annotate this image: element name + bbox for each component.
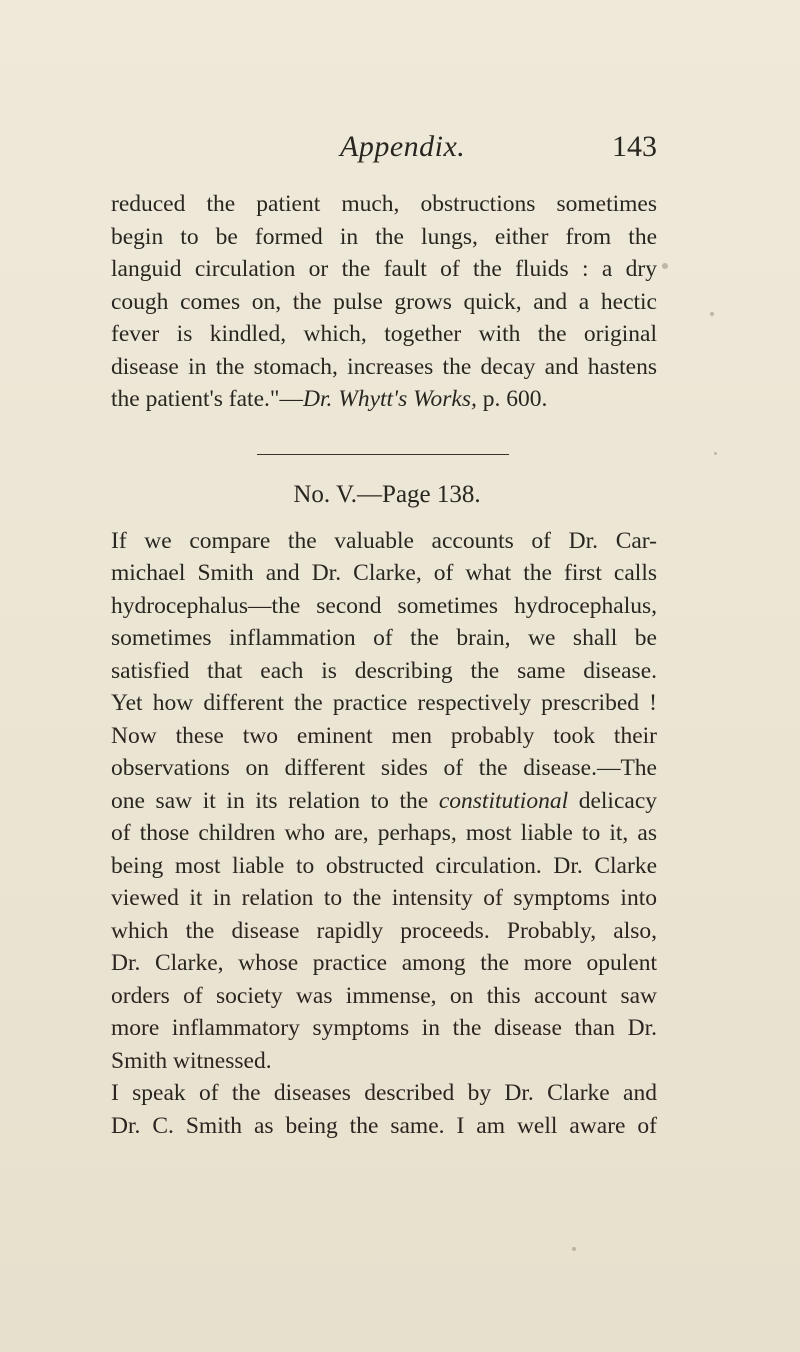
page-number: 143 [612,130,657,163]
section-divider [257,454,509,455]
paragraph-1 [111,188,657,416]
text-line: satisfied that each is describing the same disease. [111,657,657,684]
paragraph-2 [111,525,657,1078]
text-line: cough comes on, the pulse grows quick, and a hectic [111,288,657,315]
text-line: If we compare the valuable accounts of Dr. Car- [111,527,657,554]
text-line: languid circulation or the fault of the fluids : a dry [111,256,657,282]
text-line: Yet how different the practice respectively prescribed ! [111,690,657,716]
text-line: Smith witnessed. [111,1047,272,1074]
paragraph-3 [111,1077,657,1142]
text-line: observations on different sides of the disease.—The [111,755,657,781]
text-line: begin to be formed in the lungs, either from the [111,223,657,250]
text-line: Dr. C. Smith as being the same. I am well aware of [111,1112,657,1139]
text-line: sometimes inflammation of the brain, we shall be [111,625,657,651]
body-text [111,188,657,1142]
text-line: Now these two eminent men probably took their [111,722,657,749]
text-line: fever is kindled, which, together with the original [111,321,657,347]
text-line: hydrocephalus—the second sometimes hydrocephalus, [111,592,657,619]
text-line: michael Smith and Dr. Clarke, of what the first calls [111,560,657,586]
citation-source: Dr. Whytt's Works, [302,386,477,412]
running-head: Appendix. [340,130,466,163]
text-line: which the disease rapidly proceeds. Probably, also, [111,917,657,944]
ink-speck [662,263,668,269]
line-end: delicacy [568,787,658,814]
quote-end: the patient's fate."— [111,386,303,412]
section-heading: No. V.—Page 138. [293,480,481,508]
text-line: viewed it in relation to the intensity of symptoms into [111,885,657,911]
text-line-citation [111,383,657,416]
ink-speck [714,452,717,455]
text-line: reduced the patient much, obstructions sometimes [111,191,657,217]
ink-speck [572,1247,576,1251]
page-header [0,130,800,170]
citation-page: p. 600. [476,386,548,412]
text-line: orders of society was immense, on this account saw [111,982,657,1009]
emphasis-word: constitutional [438,787,569,814]
ink-speck [710,312,714,316]
text-line-emphasis [111,785,657,818]
text-line: disease in the stomach, increases the decay and hastens [111,353,657,380]
line-start: one saw it in its relation to the [111,787,439,814]
text-line: of those children who are, perhaps, most liable to it, as [111,820,657,846]
text-line: more inflammatory symptoms in the disease than Dr. [111,1015,657,1041]
text-line: I speak of the diseases described by Dr. Clarke and [111,1080,657,1106]
text-line: being most liable to obstructed circulation. Dr. Clarke [111,852,657,879]
text-line: Dr. Clarke, whose practice among the more opulent [111,950,657,976]
